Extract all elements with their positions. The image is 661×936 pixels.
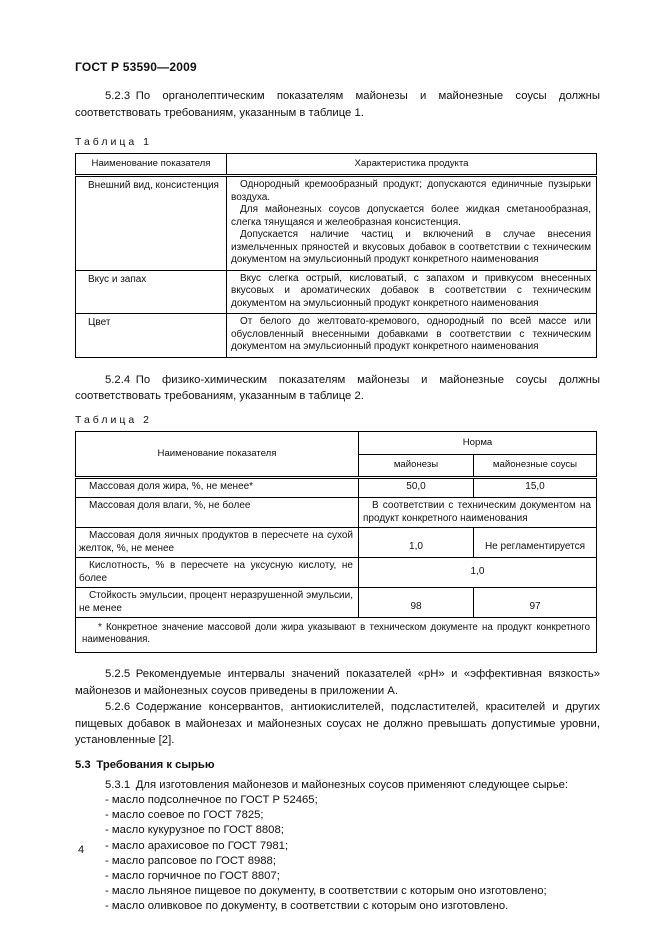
paragraph-5-2-5: 5.2.5 Рекомендуемые интервалы значений показателей «рН» и «эффективная вязкость» майонезов и майонезных соусов приведены в приложении А. <box>75 668 600 697</box>
footnote-text: * Конкретное значение массовой доли жира указывают в техническом документе на продукт конкретного наименования. <box>82 622 590 645</box>
table-row <box>76 270 597 314</box>
shared-value: В соответствии с техническим документом на продукт конкретного наименования <box>359 498 597 528</box>
table-2-name-header: Наименование показателя <box>76 431 359 477</box>
paragraph-5-3-1: 5.3.1 Для изготовления майонезов и майонезных соусов применяют следующее сырье: <box>105 778 569 791</box>
indicator-name: Вкус и запах <box>76 270 227 314</box>
table-row <box>76 528 597 558</box>
sauce-value: 15,0 <box>474 477 597 498</box>
page-number: 4 <box>78 844 85 856</box>
table-2-norm-header: Норма <box>359 431 597 454</box>
mayo-value: 50,0 <box>359 477 474 498</box>
mayo-value: 1,0 <box>359 528 474 558</box>
sauce-value: 97 <box>474 588 597 618</box>
list-item: - масло соевое по ГОСТ 7825; <box>105 809 264 822</box>
raw-materials-list <box>75 793 600 915</box>
table-row <box>76 498 597 528</box>
table-1-col2-header: Характеристика продукта <box>227 154 597 176</box>
table-2-mayo-header: майонезы <box>359 454 474 477</box>
indicator-description <box>227 314 597 358</box>
list-item: - масло горчичное по ГОСТ 8807; <box>105 870 280 883</box>
mayo-value: 98 <box>359 588 474 618</box>
list-item: - масло льняное пищевое по документу, в соответствии с которым оно изготовлено; <box>105 885 547 898</box>
indicator-name: Массовая доля жира, %, не менее* <box>76 477 359 498</box>
paragraph-5-2-6: 5.2.6 Содержание консервантов, антиокислителей, подсластителей, красителей и других пищевых добавок в майонезах и майонезных соусах не должно превышать допустимые уровни, установленные [2]. <box>75 701 600 746</box>
paragraph-5-2-3: 5.2.3 По органолептическим показателям майонезы и майонезные соусы должны соответствовать требованиям, указанным в таблице 1. <box>75 90 600 119</box>
indicator-name: Массовая доля влаги, %, не более <box>76 498 359 528</box>
table-row <box>76 176 597 271</box>
indicator-name: Кислотность, % в пересчете на уксусную кислоту, не более <box>76 558 359 588</box>
table-1 <box>75 153 597 358</box>
table-row <box>76 314 597 358</box>
table-2-sauce-header: майонезные соусы <box>474 454 597 477</box>
table-2-caption: Таблица 2 <box>75 413 152 426</box>
sauce-value: Не регламентируется <box>474 528 597 558</box>
list-item: - масло подсолнечное по ГОСТ Р 52465; <box>105 794 318 806</box>
description-paragraph: Для майонезных соусов допускается более жидкая сметанообразная, слегка тянущаяся и желеобразная консистенция. <box>231 204 591 228</box>
table-1-header-row <box>76 154 597 176</box>
table-row <box>76 558 597 588</box>
indicator-name: Стойкость эмульсии, процент неразрушенной эмульсии, не менее <box>76 588 359 618</box>
list-item: - масло оливковое по документу, в соответствии с которым оно изготовлено. <box>105 900 509 913</box>
document-title: ГОСТ Р 53590—2009 <box>75 60 197 74</box>
indicator-description <box>227 176 597 271</box>
table-2-header-row <box>76 431 597 454</box>
indicator-description <box>227 270 597 314</box>
table-footnote <box>76 618 597 653</box>
description-paragraph: От белого до желтовато-кремового, однородный по всей массе или обусловленный внесенными добавками в соответствии с техническим документом на эмульсионный продукт конкретного наименования <box>231 316 591 352</box>
list-item: - масло кукурузное по ГОСТ 8808; <box>105 824 284 837</box>
shared-value: 1,0 <box>359 558 597 588</box>
page-content <box>75 0 600 915</box>
table-row <box>76 477 597 498</box>
indicator-name: Внешний вид, консистенция <box>76 176 227 271</box>
table-1-caption: Таблица 1 <box>75 136 152 148</box>
table-1-col1-header: Наименование показателя <box>76 154 227 176</box>
indicator-name: Массовая доля яичных продуктов в пересчете на сухой желток, %, не менее <box>76 528 359 558</box>
description-paragraph: Однородный кремообразный продукт; допускаются единичные пузырьки воздуха. <box>231 179 591 203</box>
paragraph-5-2-4: 5.2.4 По физико-химическим показателям майонезы и майонезные соусы должны соответствовать требованиям, указанным в таблице 2. <box>75 373 600 402</box>
table-row <box>76 588 597 618</box>
description-paragraph: Допускается наличие частиц и включений в случае внесения измельченных пряностей и вкусовых добавок в соответствии с техническим документом на эмульсионный продукт конкретного наименования <box>231 229 591 265</box>
list-item: - масло рапсовое по ГОСТ 8988; <box>105 854 276 867</box>
indicator-name: Цвет <box>76 314 227 358</box>
description-paragraph: Вкус слегка острый, кисловатый, с запахом и привкусом внесенных вкусовых и ароматических добавок в соответствии с техническим документом на эмульсионный продукт конкретного наименования <box>231 272 591 309</box>
table-2 <box>75 431 597 654</box>
list-item: - масло арахисовое по ГОСТ 7981; <box>105 839 289 852</box>
section-heading-5-3: 5.3 Требования к сырью <box>75 758 215 771</box>
table-footnote-row <box>76 618 597 653</box>
